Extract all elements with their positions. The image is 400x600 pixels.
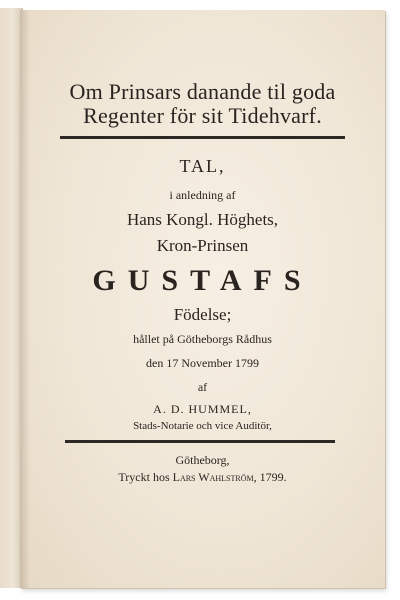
author-title: Stads-Notarie och vice Auditör, bbox=[133, 420, 272, 432]
printer-name: Lars Wahlström bbox=[172, 470, 254, 484]
printer-suffix: , 1799. bbox=[253, 470, 287, 484]
author-name: A. D. HUMMEL, bbox=[153, 402, 252, 416]
date-line: den 17 November 1799 bbox=[146, 356, 259, 370]
title-page bbox=[20, 10, 385, 588]
title-line-2: Regenter för sit Tidehvarf. bbox=[83, 103, 322, 128]
printer-prefix: Tryckt hos bbox=[118, 470, 170, 484]
by-line: af bbox=[197, 380, 208, 394]
bottom-rule bbox=[65, 440, 335, 443]
top-rule bbox=[60, 136, 345, 139]
tal-heading: TAL, bbox=[179, 156, 226, 176]
occasion-text: i anledning af bbox=[169, 188, 236, 202]
gustafs-name: GUSTAFS bbox=[92, 264, 313, 297]
held-at-line: hållet på Götheborgs Rådhus bbox=[133, 332, 272, 346]
title-line-1: Om Prinsars danande til goda bbox=[69, 79, 336, 104]
imprint-printer bbox=[20, 470, 385, 485]
crown-prince-line: Kron-Prinsen bbox=[156, 236, 249, 255]
birth-line: Födelse; bbox=[173, 305, 232, 324]
gutter-shadow bbox=[20, 10, 30, 588]
honorific-line: Hans Kongl. Höghets, bbox=[126, 210, 279, 229]
imprint-place: Götheborg, bbox=[175, 453, 230, 467]
